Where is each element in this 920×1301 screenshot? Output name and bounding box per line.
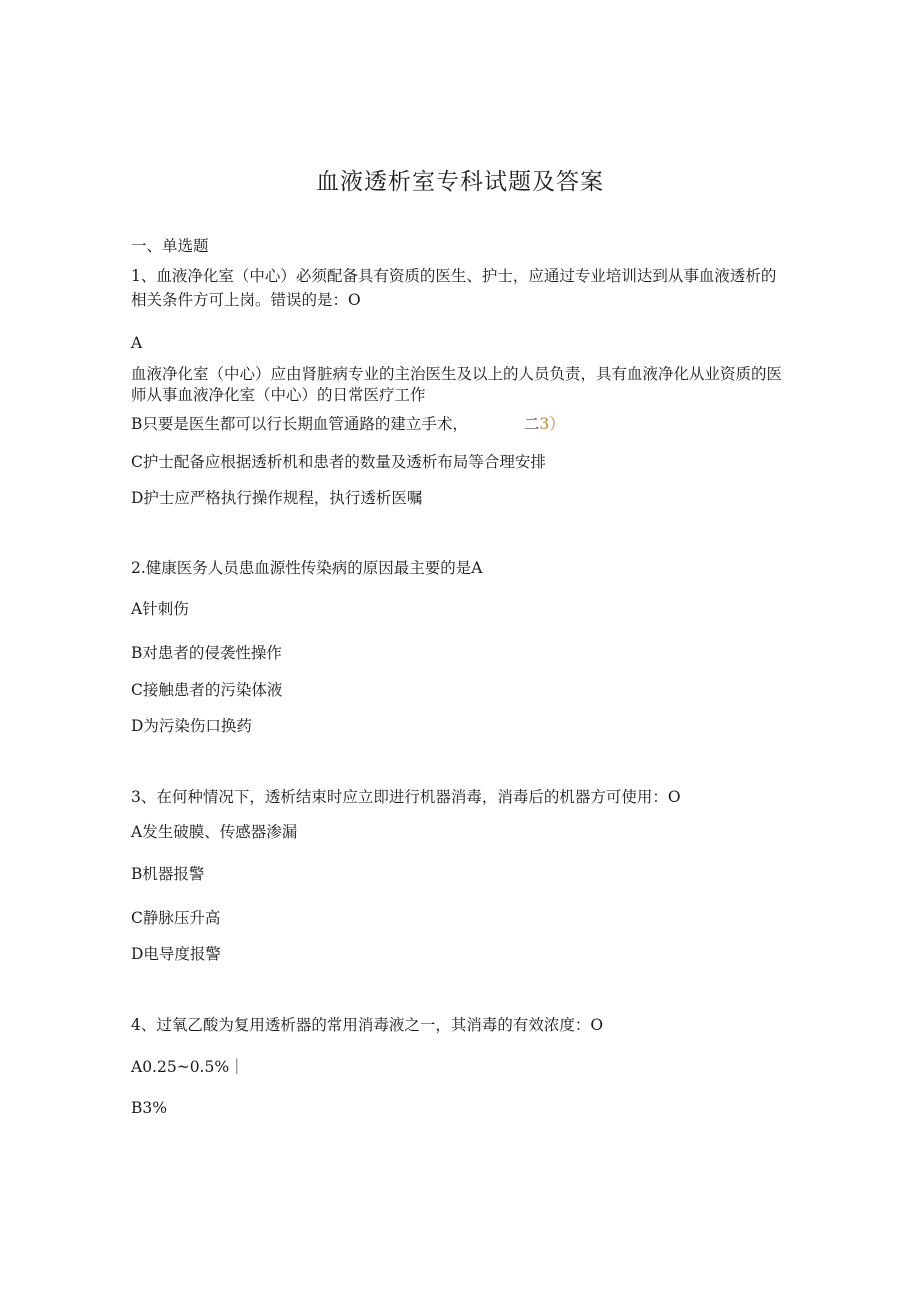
question-3-stem: 3、在何种情况下，透析结束时应立即进行机器消毒，消毒后的机器方可使用：O (131, 788, 681, 806)
question-2-option-a: A针刺伤 (131, 600, 189, 618)
annotation-prefix: 二 (523, 415, 540, 433)
question-4-option-a: A0.25~0.5%｜ (131, 1058, 245, 1076)
question-1-option-c: C护士配备应根据透析机和患者的数量及透析布局等合理安排 (131, 453, 546, 471)
question-2-option-c: C接触患者的污染体液 (131, 681, 283, 699)
question-3-option-c: C静脉压升高 (131, 909, 221, 927)
question-1-option-a-label: A (131, 334, 143, 352)
question-3-option-a: A发生破膜、传感器渗漏 (131, 823, 298, 841)
question-4-stem: 4、过氧乙酸为复用透析器的常用消毒液之一，其消毒的有效浓度：O (131, 1016, 604, 1034)
section-heading: 一、单选题 (131, 237, 209, 255)
annotation-note: 3） (539, 415, 565, 433)
question-1-option-d: D护士应严格执行操作规程，执行透析医嘱 (131, 489, 423, 507)
question-1-option-b-text: B只要是医生都可以行长期血管通路的建立手术， (131, 415, 468, 433)
question-3-option-b: B机器报警 (131, 865, 205, 883)
question-4-option-b: B3% (131, 1099, 167, 1117)
question-1-option-b-annotation (524, 415, 565, 433)
question-1-option-a-text: 血液净化室（中心）应由肾脏病专业的主治医生及以上的人员负责，具有血液净化从业资质的医师从事血液净化室（中心）的日常医疗工作 (131, 365, 783, 404)
document-title: 血液透析室专科试题及答案 (316, 169, 604, 195)
question-2-option-d: D为污染伤口换药 (131, 717, 252, 735)
question-2-stem: 2.健康医务人员患血源性传染病的原因最主要的是A (131, 559, 483, 577)
question-1-stem: 1、血液净化室（中心）必须配备具有资质的医生、护士，应通过专业培训达到从事血液透析的相关条件方可上岗。错误的是：O (131, 267, 777, 309)
question-2-option-b: B对患者的侵袭性操作 (131, 644, 282, 662)
question-1-option-b (131, 414, 565, 434)
question-3-option-d: D电导度报警 (131, 945, 221, 963)
